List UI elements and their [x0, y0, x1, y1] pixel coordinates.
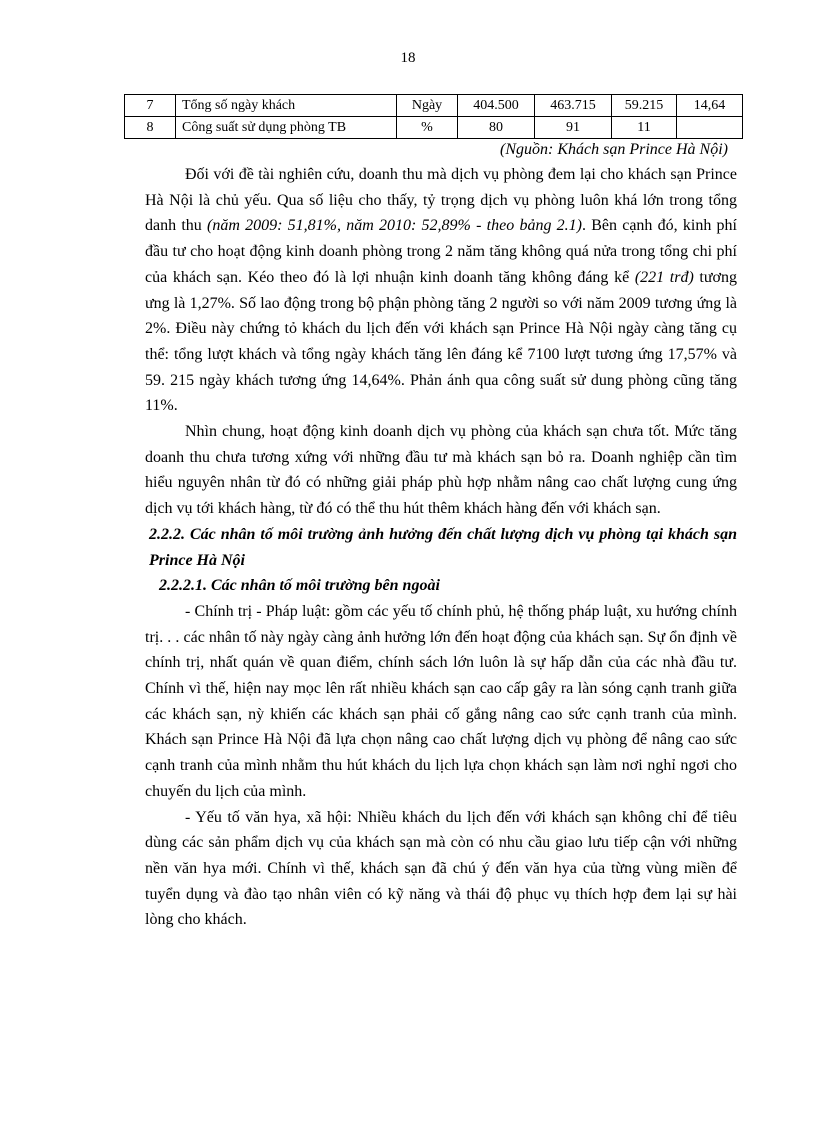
section-heading-2-2-2: 2.2.2. Các nhân tố môi trường ảnh hưởng đến chất lượng dịch vụ phòng tại khách sạn Prince Hà Nội — [149, 525, 737, 569]
body-text — [145, 162, 737, 933]
paragraph-room-revenue — [145, 162, 737, 419]
table-row — [125, 117, 743, 139]
table-cell-2010: 463.715 — [535, 95, 612, 117]
table-cell-no: 8 — [125, 117, 176, 139]
table-cell-unit: Ngày — [397, 95, 458, 117]
text-span: tương ưng là 1,27%. Số lao động trong bộ phận phòng tăng 2 người so với năm 2009 tương ứng là 2%. Điều này chứng tỏ khách du lịch đến với khách sạn Prince Hà Nội ngày càng tăng cụ thể: tổng lượt khách và tổng ngày khách tăng lên đáng kể 7100 lượt tương ứng 17,57% và 59. 215 ngày khách tương ứng 14,64%. Phản ánh qua công suất sử dung phòng cũng tăng 11%. — [145, 268, 738, 415]
text-span: . Bên cạnh đó, kinh phí đầu tư cho hoạt động kinh doanh phòng trong 2 năm tăng không quá nửa trong tổng chi phí của khách sạn. Kéo theo đó là lợi nhuận kinh doanh tăng không đáng kể — [145, 217, 737, 286]
table-cell-difference: 11 — [612, 117, 677, 139]
paragraph-culture-society: - Yếu tố văn hya, xã hội: Nhiều khách du lịch đến với khách sạn không chỉ để tiêu dùng các sản phẩm dịch vụ của khách sạn mà còn có nhu cầu giao lưu tiếp cận với những nền văn hya mới. Chính vì thế, khách sạn đã chú ý đến văn hya của từng vùng miền để tuyển dụng và đào tạo nhân viên có kỹ năng và thái độ phục vụ thích hợp đem lại sự hài lòng cho khách. — [145, 808, 737, 929]
table-source-note: (Nguồn: Khách sạn Prince Hà Nội) — [500, 141, 728, 158]
table-cell-unit: % — [397, 117, 458, 139]
table-cell-percent — [677, 117, 743, 139]
table-cell-percent: 14,64 — [677, 95, 743, 117]
statistics-table — [124, 94, 743, 139]
paragraph-summary: Nhìn chung, hoạt động kinh doanh dịch vụ phòng của khách sạn chưa tốt. Mức tăng doanh thu chưa tương xứng với những đầu tư mà khách sạn bỏ ra. Doanh nghiệp cần tìm hiểu nguyên nhân từ đó có những giải pháp phù hợp nhằm nâng cao chất lượng cung ứng dịch vụ tới khách hàng, từ đó có thể thu hút thêm khách hàng đến với khách sạn. — [145, 423, 737, 518]
text-span-italic: (năm 2009: 51,81%, năm 2010: 52,89% - theo bảng 2.1) — [207, 217, 582, 235]
text-span-italic: (221 trđ) — [634, 268, 694, 286]
page-number: 18 — [400, 50, 416, 66]
paragraph-politics-law: - Chính trị - Pháp luật: gồm các yếu tố chính phủ, hệ thống pháp luật, xu hướng chính trị. . . các nhân tố này ngày càng ảnh hưởng lớn đến hoạt động của khách sạn. Sự ổn định về chính trị, nhất quán về quan điểm, chính sách lớn luôn là sự hấp dẫn của các nhà đầu tư. Chính vì thế, hiện nay mọc lên rất nhiều khách sạn cao cấp gây ra làn sóng cạnh tranh giữa các khách sạn, nỳ khiến các khách sạn phải cố gắng nâng cao sức cạnh tranh của mình. Khách sạn Prince Hà Nội đã lựa chọn nâng cao chất lượng dịch vụ phòng để nâng cao sức cạnh tranh của mình nhằm thu hút khách du lịch lựa chọn khách sạn làm nơi nghỉ ngơi cho chuyến du lịch của mình. — [145, 602, 737, 800]
table-cell-2010: 91 — [535, 117, 612, 139]
table-cell-difference: 59.215 — [612, 95, 677, 117]
table-row — [125, 95, 743, 117]
table-cell-criterion: Công suất sử dụng phòng TB — [176, 117, 397, 139]
table-cell-criterion: Tổng số ngày khách — [176, 95, 397, 117]
table-cell-2009: 80 — [458, 117, 535, 139]
table-cell-2009: 404.500 — [458, 95, 535, 117]
text-span: Đối với đề tài nghiên cứu, doanh thu mà dịch vụ phòng đem lại cho khách sạn Prince Hà Nội là chủ yếu. Qua số liệu cho thấy, tỷ trọng dịch vụ phòng luôn khá lớn trong tổng danh thu — [145, 166, 737, 235]
section-heading-2-2-2-1: 2.2.2.1. Các nhân tố môi trường bên ngoài — [159, 577, 440, 595]
table-cell-no: 7 — [125, 95, 176, 117]
